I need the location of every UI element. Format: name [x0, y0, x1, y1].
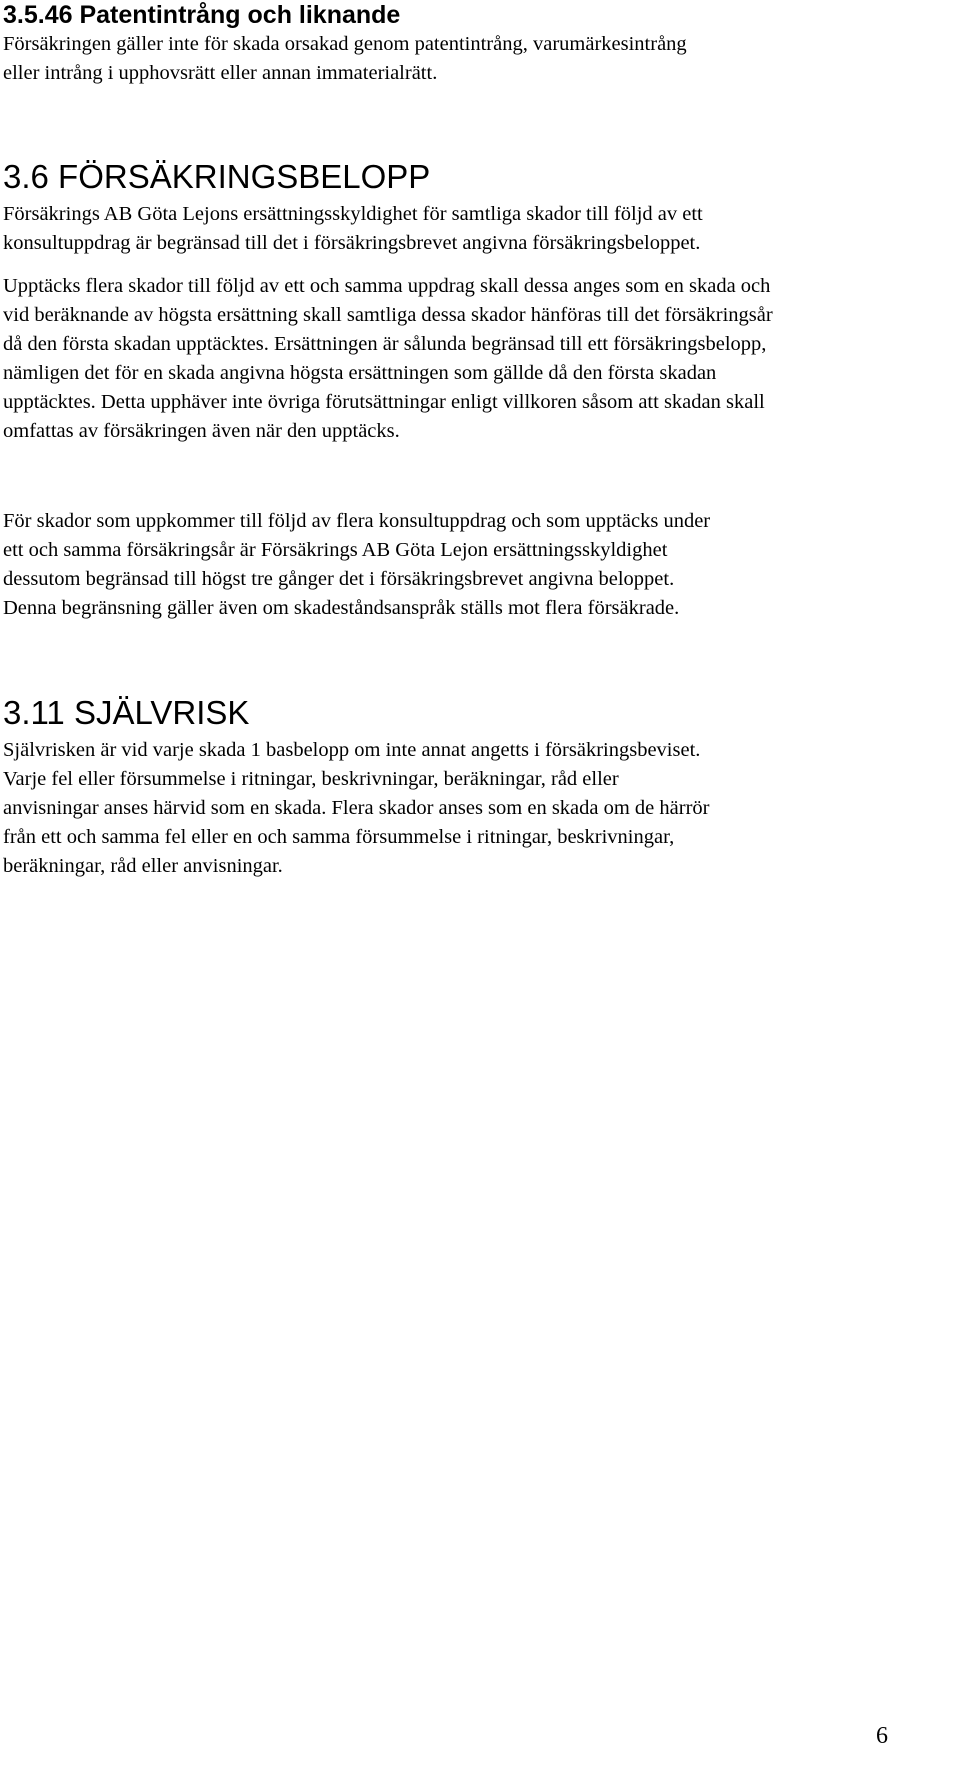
paragraph-patentintrang [3, 30, 955, 88]
text-line: konsultuppdrag är begränsad till det i försäkringsbrevet angivna försäkringsbeloppet. [3, 232, 701, 254]
text-line: anvisningar anses härvid som en skada. Flera skador anses som en skada om de härrör [3, 797, 710, 819]
text-line: omfattas av försäkringen även när den upptäcks. [3, 420, 400, 442]
text-line: upptäcktes. Detta upphäver inte övriga förutsättningar enligt villkoren såsom att skadan skall [3, 391, 765, 413]
paragraph-forsakringsbelopp-1 [3, 200, 955, 258]
section-heading-forsakringsbelopp: 3.6 FÖRSÄKRINGSBELOPP [3, 158, 431, 195]
text-line: dessutom begränsad till högst tre gånger det i försäkringsbrevet angivna beloppet. [3, 568, 675, 590]
text-line: nämligen det för en skada angivna högsta ersättningen som gällde då den första skadan [3, 362, 717, 384]
section-heading-sjalvrisk: 3.11 SJÄLVRISK [3, 694, 250, 731]
text-line: från ett och samma fel eller en och samma försummelse i ritningar, beskrivningar, [3, 826, 675, 848]
section-heading-patentintrang: 3.5.46 Patentintrång och liknande [3, 1, 401, 29]
text-line: vid beräknande av högsta ersättning skall samtliga dessa skador hänföras till det försäkringsår [3, 304, 773, 326]
text-line: Försäkrings AB Göta Lejons ersättningsskyldighet för samtliga skador till följd av ett [3, 203, 703, 225]
text-line: Denna begränsning gäller även om skadeståndsanspråk ställs mot flera försäkrade. [3, 597, 680, 619]
page-number: 6 [876, 1723, 888, 1749]
paragraph-forsakringsbelopp-3 [3, 507, 955, 623]
text-line: Varje fel eller försummelse i ritningar, beskrivningar, beräkningar, råd eller [3, 768, 619, 790]
paragraph-sjalvrisk [3, 736, 955, 881]
text-line: Självrisken är vid varje skada 1 basbelopp om inte annat angetts i försäkringsbeviset. [3, 739, 701, 761]
text-line: Försäkringen gäller inte för skada orsakad genom patentintrång, varumärkesintrång [3, 33, 687, 55]
paragraph-forsakringsbelopp-2 [3, 272, 955, 446]
text-line: ett och samma försäkringsår är Försäkrings AB Göta Lejon ersättningsskyldighet [3, 539, 668, 561]
text-line: då den första skadan upptäcktes. Ersättningen är sålunda begränsad till ett försäkringsbelopp, [3, 333, 767, 355]
text-line: Upptäcks flera skador till följd av ett och samma uppdrag skall dessa anges som en skada och [3, 275, 771, 297]
text-line: För skador som uppkommer till följd av flera konsultuppdrag och som upptäcks under [3, 510, 711, 532]
text-line: eller intrång i upphovsrätt eller annan immaterialrätt. [3, 62, 438, 84]
text-line: beräkningar, råd eller anvisningar. [3, 855, 283, 877]
